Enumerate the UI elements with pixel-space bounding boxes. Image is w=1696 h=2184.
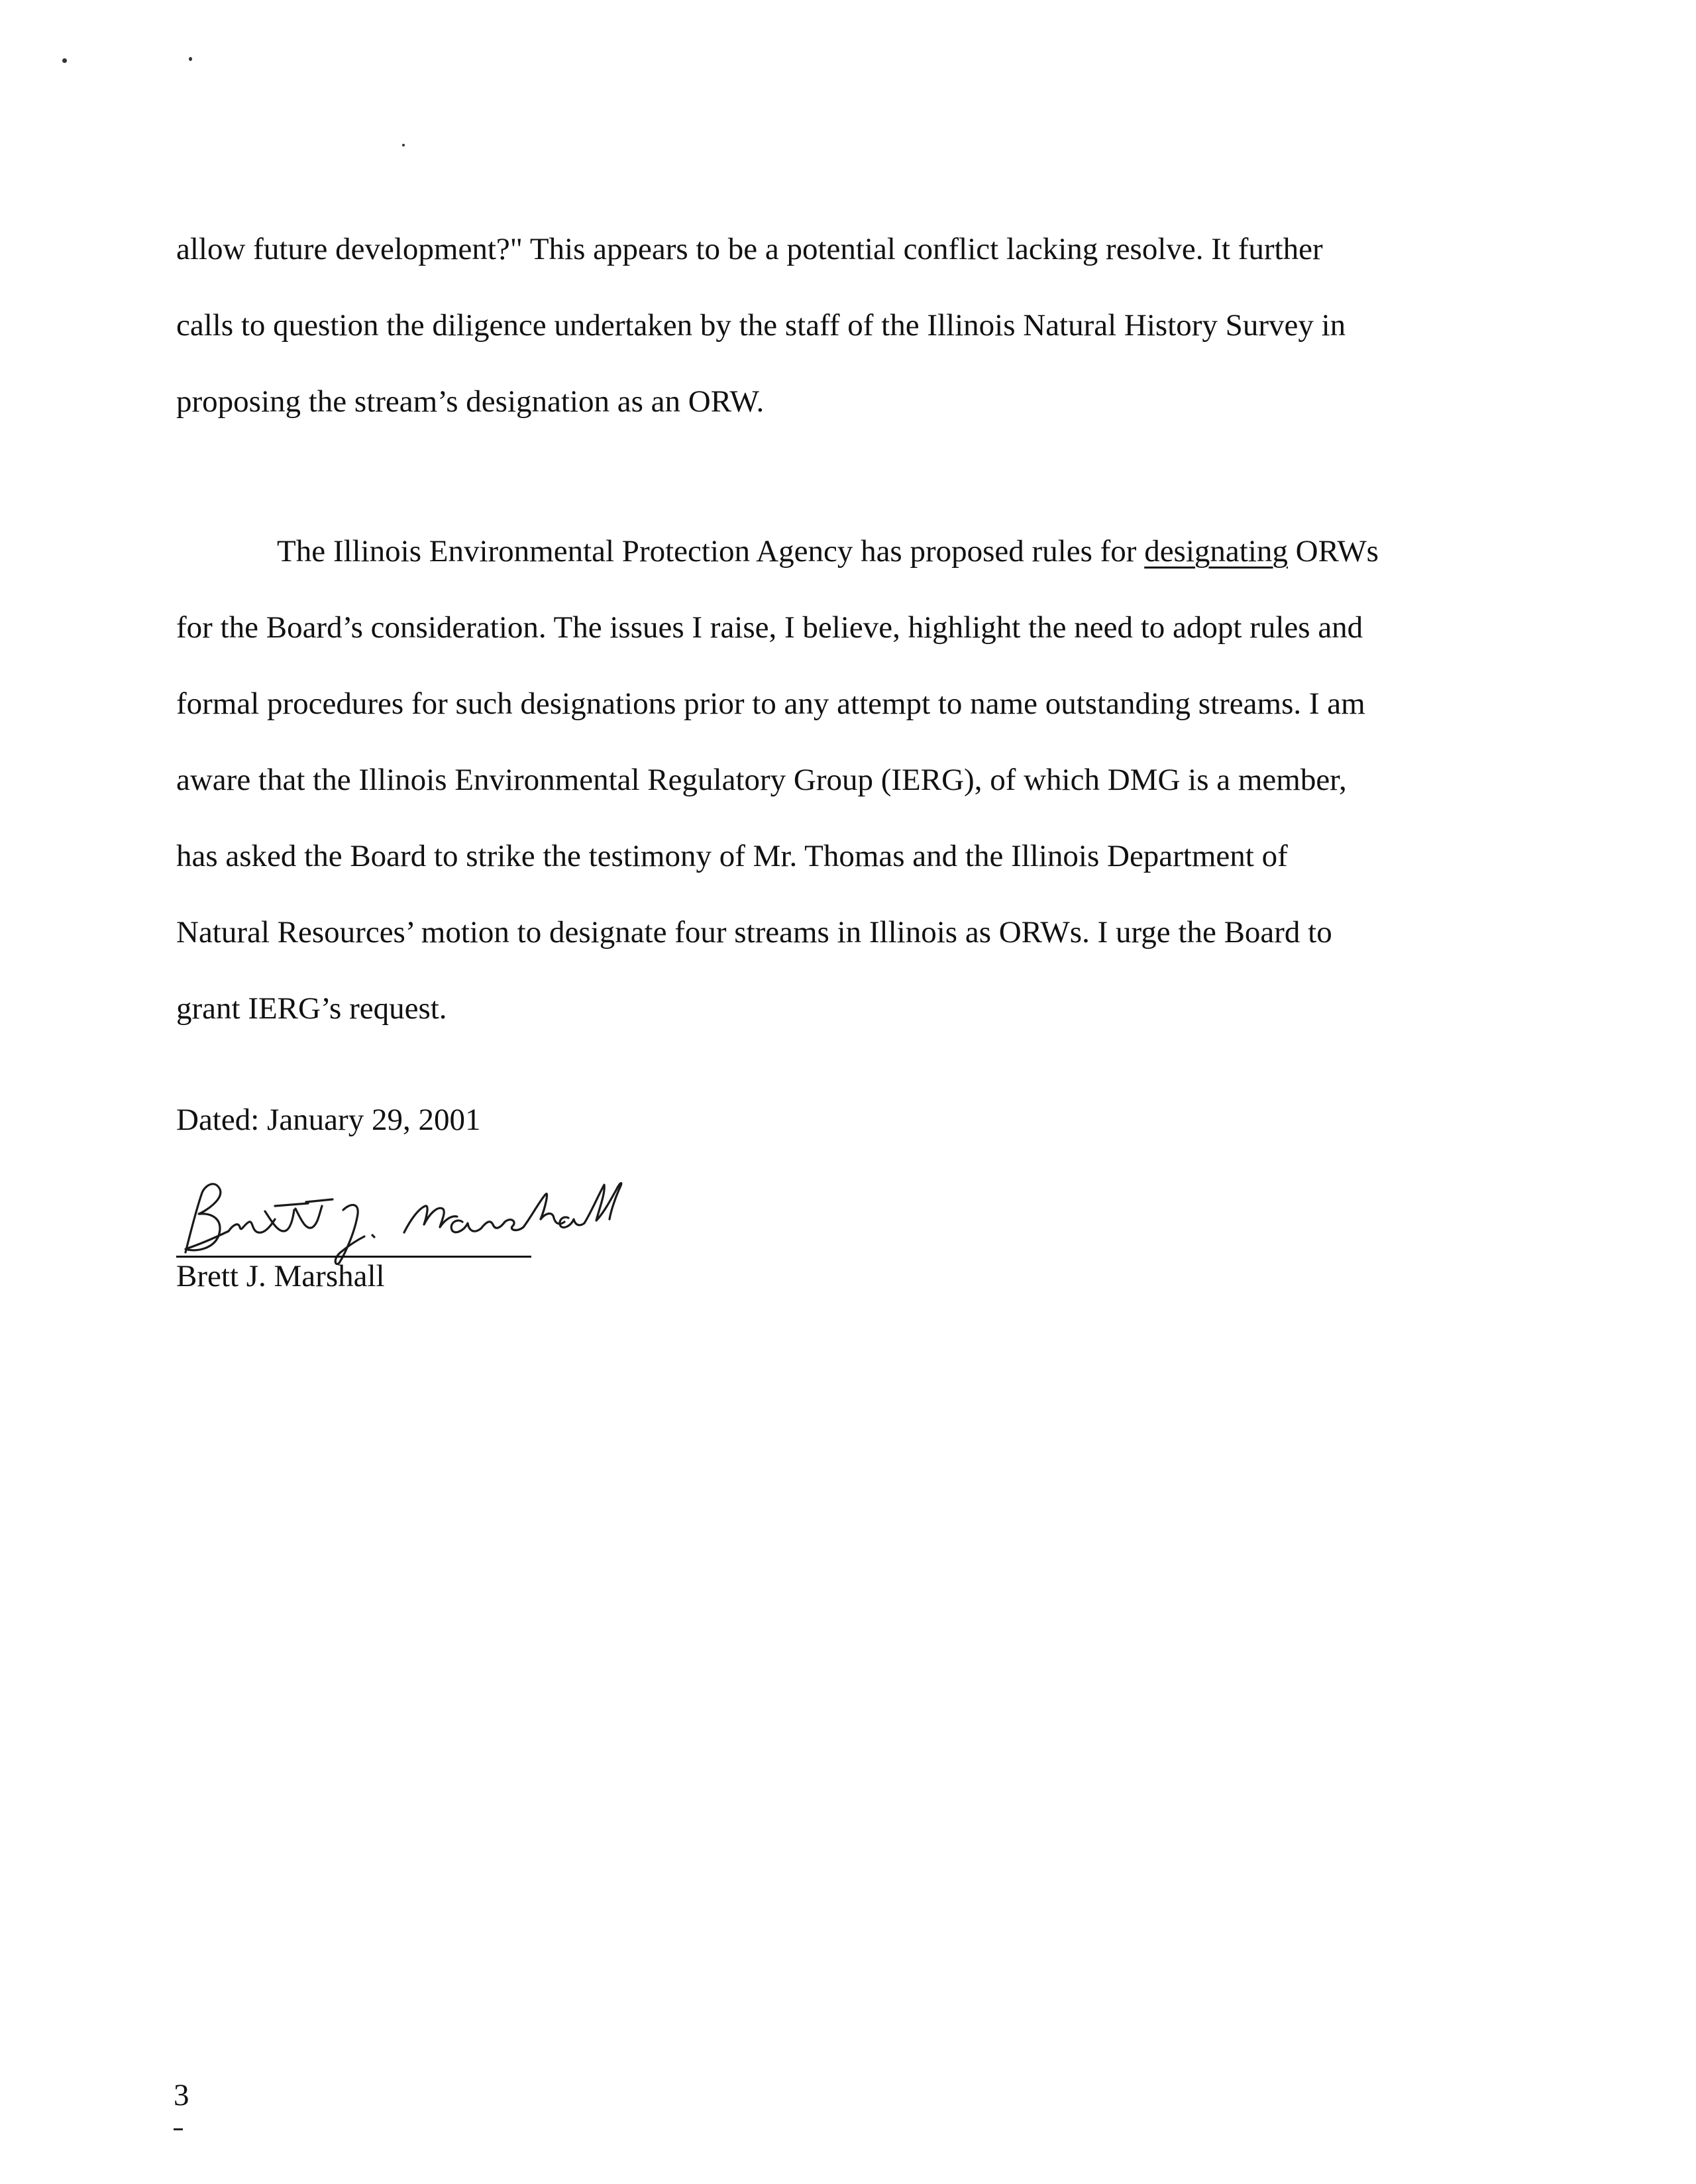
paragraph-2 [176,514,1475,1047]
page-number: 3 [174,2078,189,2112]
date-line: Dated: January 29, 2001 [176,1103,481,1137]
paragraph-line: for the Board’s consideration. The issues I raise, I believe, highlight the need to adopt rules and [176,610,1363,645]
page-number-dash [174,2128,183,2130]
text-run: The Illinois Environmental Protection Agency has proposed rules for [277,534,1145,569]
paragraph-line: has asked the Board to strike the testimony of Mr. Thomas and the Illinois Department of [176,839,1288,873]
signer-name: Brett J. Marshall [176,1259,385,1293]
paragraph-line: calls to question the diligence undertaken by the staff of the Illinois Natural History Survey in [176,308,1346,343]
paragraph-1 [176,211,1475,440]
signature [166,1153,669,1272]
paragraph-line: proposing the stream’s designation as an ORW. [176,384,765,419]
text-run: ORWs [1287,534,1379,569]
paragraph-line: Natural Resources’ motion to designate four streams in Illinois as ORWs. I urge the Board to [176,915,1332,950]
scan-speck [189,57,192,61]
paragraph-line: formal procedures for such designations prior to any attempt to name outstanding streams. I am [176,686,1365,721]
paragraph-line: grant IERG’s request. [176,991,447,1026]
scan-speck [62,58,67,63]
underlined-word: designating [1144,534,1288,569]
scan-speck [402,144,405,146]
paragraph-first-line [176,514,1475,590]
paragraph-line: aware that the Illinois Environmental Regulatory Group (IERG), of which DMG is a member, [176,763,1347,797]
paragraph-line: allow future development?" This appears to be a potential conflict lacking resolve. It further [176,232,1323,266]
